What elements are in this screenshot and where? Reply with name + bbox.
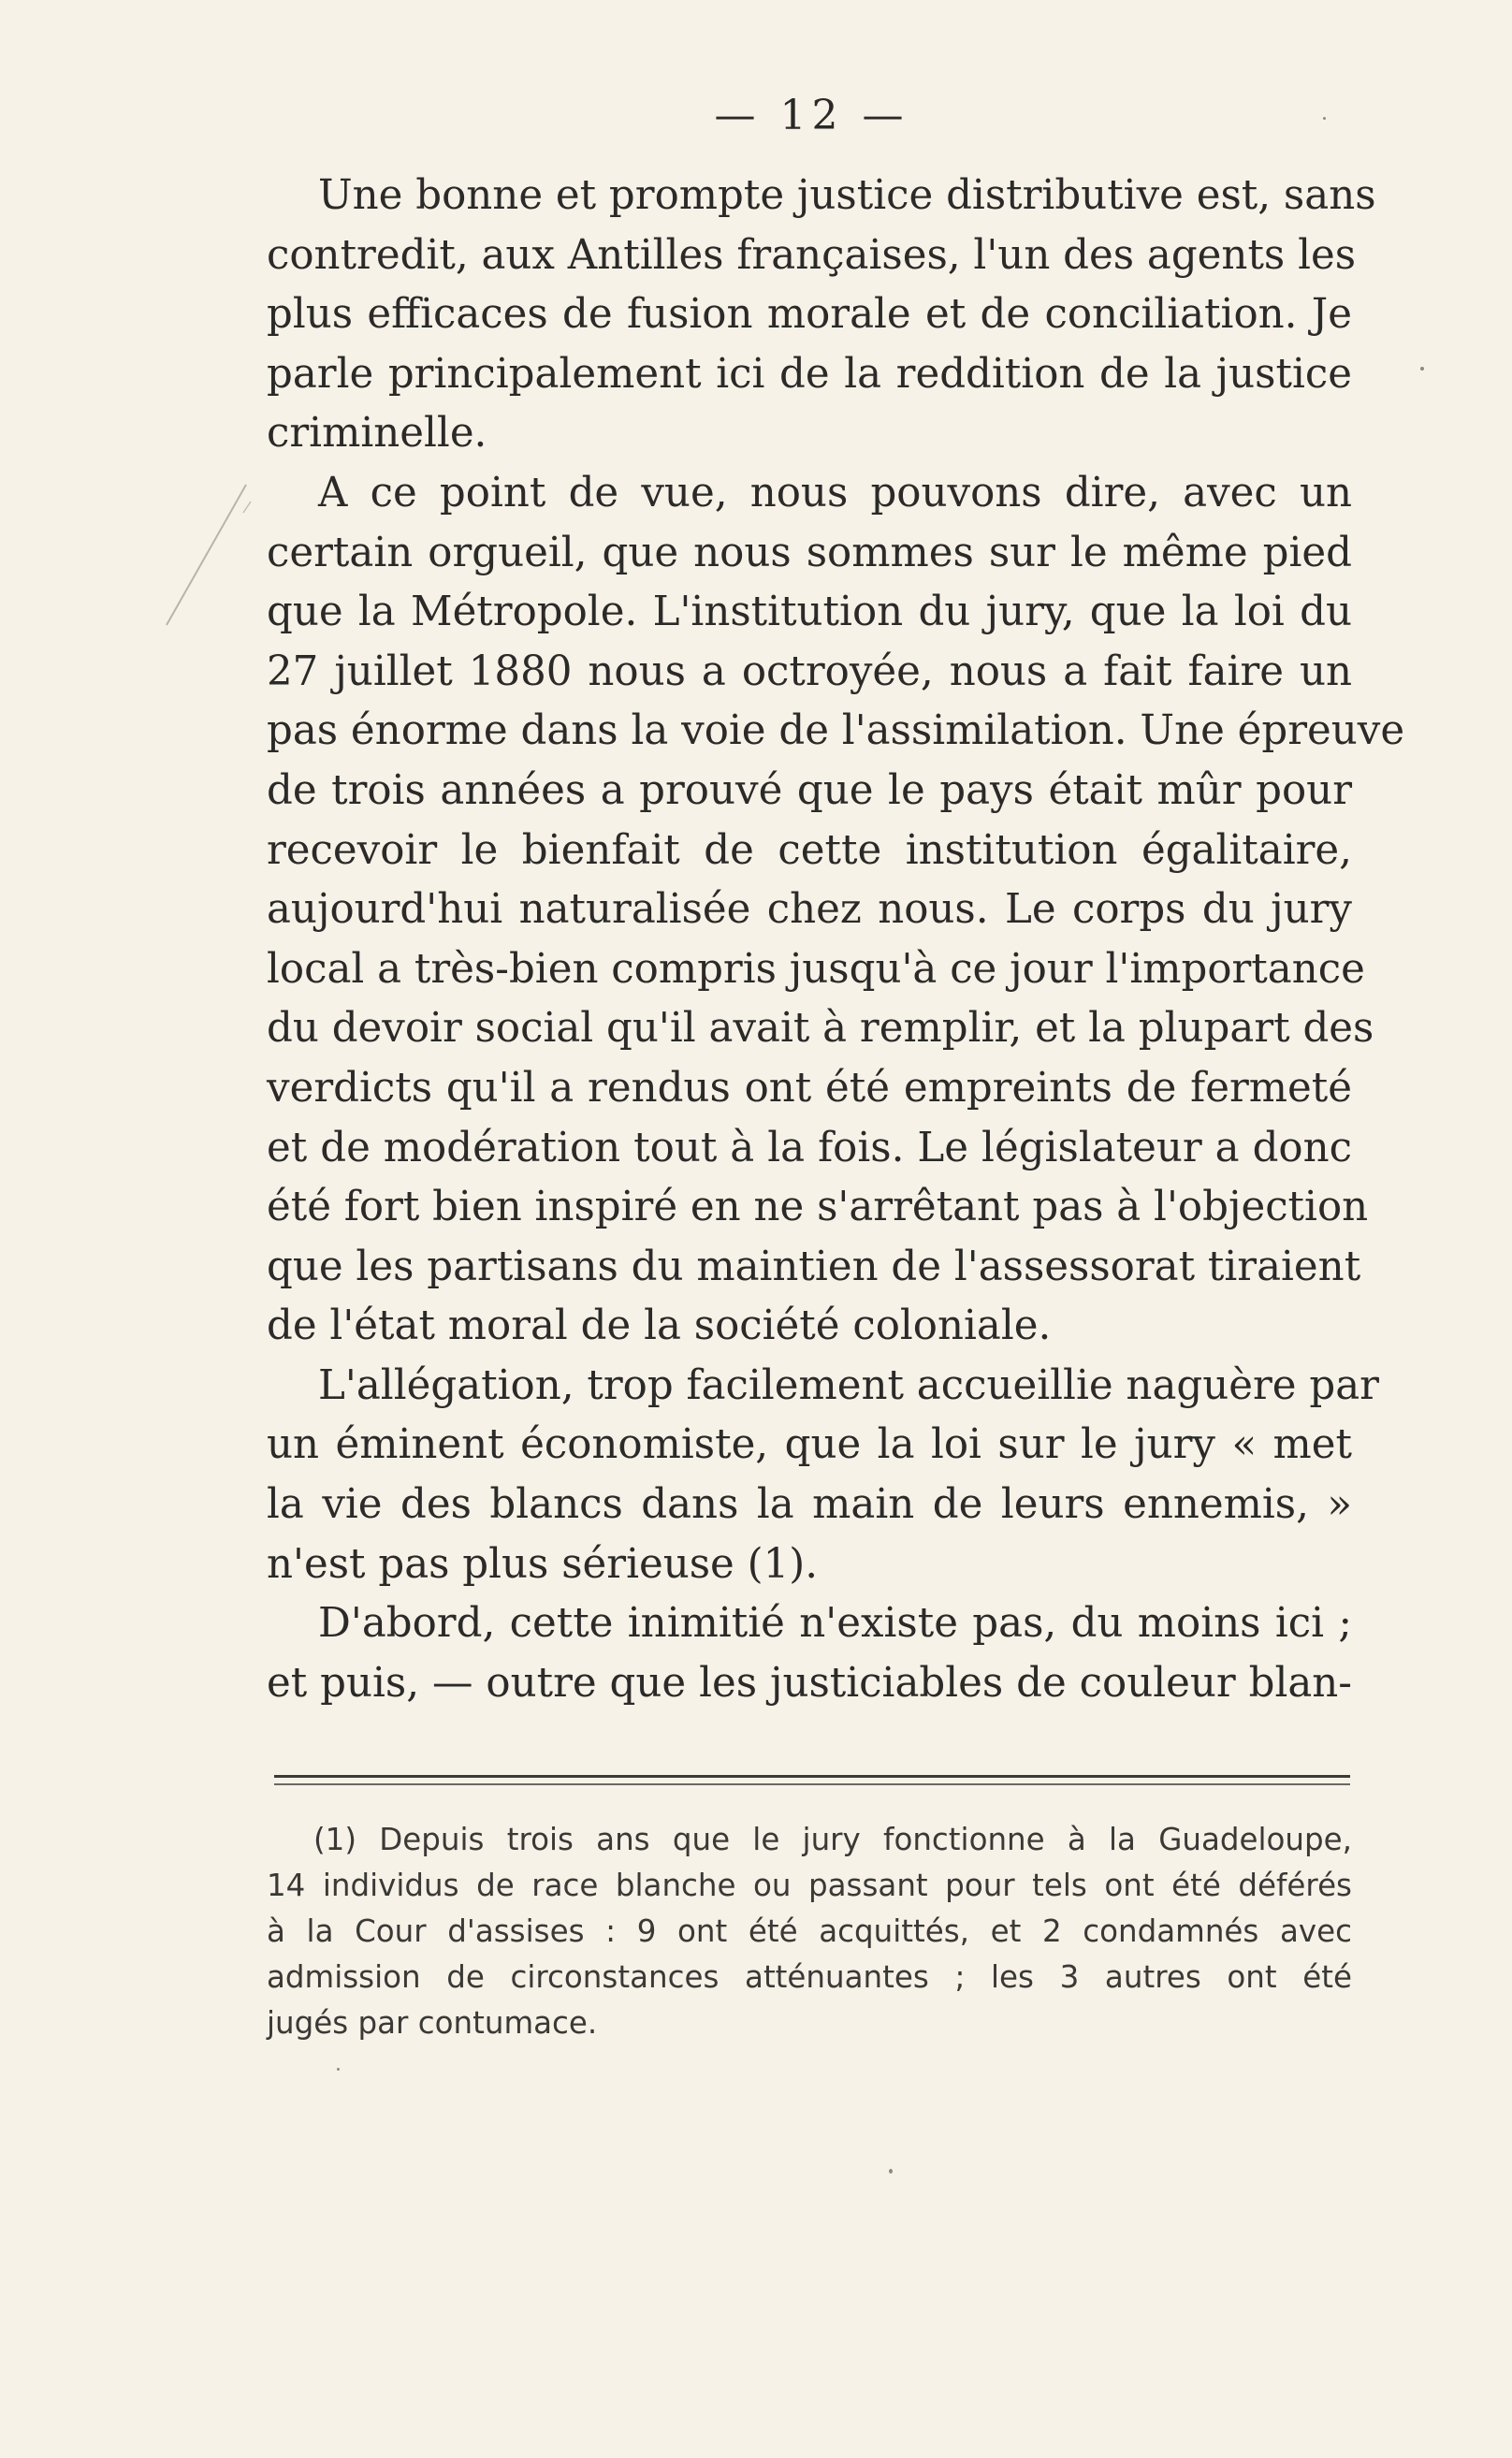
paper-speck [337,2068,340,2071]
body-line: L'allégation, trop facilement accueillie naguère par [318,1361,1379,1409]
body-line: verdicts qu'il a rendus ont été empreints de fermeté [267,1064,1352,1112]
body-line: pas énorme dans la voie de l'assimilation. Une épreuve [267,707,1405,755]
body-line: contredit, aux Antilles françaises, l'un des agents les [267,231,1357,279]
body-line: n'est pas plus sérieuse (1). [267,1540,819,1588]
body-line: aujourd'hui naturalisée chez nous. Le corps du jury [267,886,1352,934]
footnote-line: jugés par contumace. [267,2005,598,2041]
body-line: certain orgueil, que nous sommes sur le même pied [267,529,1352,576]
body-line: Une bonne et prompte justice distributive est, sans [318,172,1376,219]
body-line: D'abord, cette inimitié n'existe pas, du moins ici ; [318,1600,1352,1648]
page-number: — 12 — [714,92,909,139]
body-line: et puis, — outre que les justiciables de couleur blan- [267,1659,1352,1707]
body-line: la vie des blancs dans la main de leurs ennemis, » [267,1481,1352,1529]
paper-speck [889,2169,893,2174]
footnote-line: admission de circonstances atténuantes ; les 3 autres ont été [267,1959,1352,1995]
body-line: recevoir le bienfait de cette institution égalitaire, [267,826,1352,874]
body-line: et de modération tout à la fois. Le législateur a donc [267,1124,1352,1171]
footnote-line: 14 individus de race blanche ou passant pour tels ont été déférés [267,1868,1352,1903]
paper-speck [1323,117,1326,120]
footnote-line: à la Cour d'assises : 9 ont été acquittés, et 2 condamnés avec [267,1913,1352,1949]
footnote-separator-rule [274,1775,1350,1784]
footnote [267,1817,1352,2046]
body-line: du devoir social qu'il avait à remplir, et la plupart des [267,1005,1374,1053]
body-line: que la Métropole. L'institution du jury, que la loi du [267,589,1352,636]
body-line: local a très-bien compris jusqu'à ce jour l'importance [267,945,1365,993]
body-line: 27 juillet 1880 nous a octroyée, nous a fait faire un [267,647,1352,695]
body-line: de trois années a prouvé que le pays était mûr pour [267,766,1352,814]
paper-speck [1420,367,1424,371]
pencil-margin-mark [157,475,269,634]
body-line: de l'état moral de la société coloniale. [267,1302,1052,1350]
rule-thin [274,1783,1350,1785]
footnote-line: (1) Depuis trois ans que le jury fonctionne à la Guadeloupe, [313,1822,1352,1857]
body-line: été fort bien inspiré en ne s'arrêtant pas à l'objection [267,1184,1369,1231]
body-line: criminelle. [267,410,487,458]
body-line: A ce point de vue, nous pouvons dire, avec un [318,469,1352,516]
body-text [267,167,1405,1713]
body-line: parle principalement ici de la reddition de la justice [267,350,1352,398]
body-line: que les partisans du maintien de l'assessorat tiraient [267,1243,1361,1290]
body-line: un éminent économiste, que la loi sur le jury « met [267,1421,1352,1469]
body-line: plus efficaces de fusion morale et de conciliation. Je [267,291,1352,339]
rule-thick [274,1775,1350,1778]
